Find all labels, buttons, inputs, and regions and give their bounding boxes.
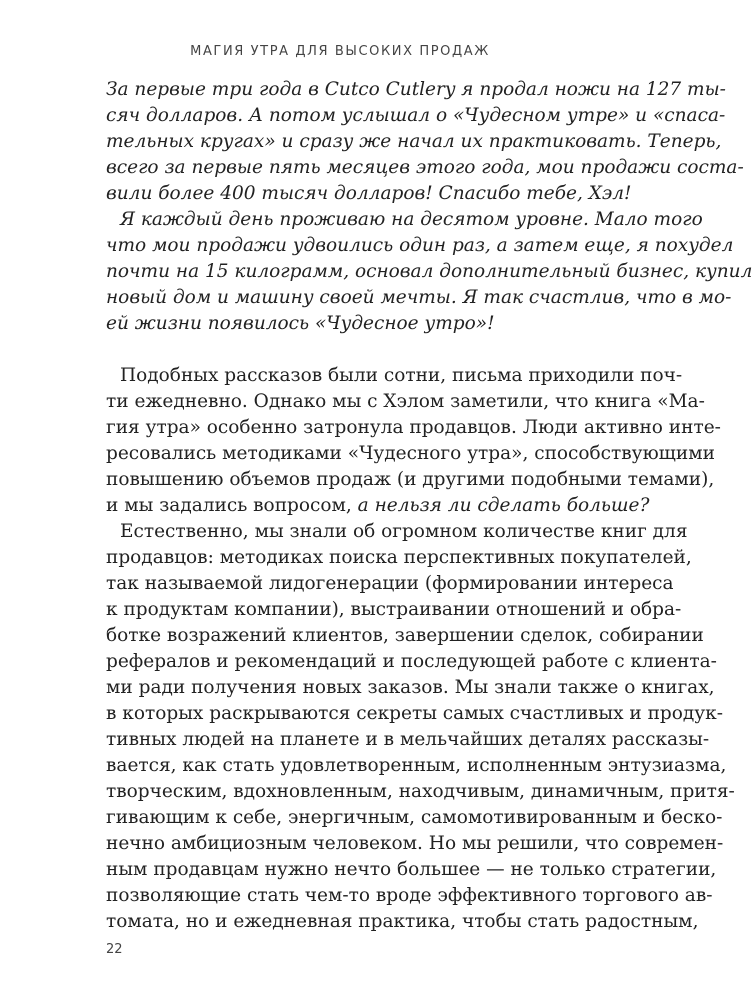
text-line: сяч долларов. А потом услышал о «Чудесном утре» и «спаса-: [106, 105, 726, 126]
text-line: За первые три года в Cutco Cutlery я продал ножи на 127 ты-: [106, 79, 726, 100]
text-line: [106, 493, 650, 519]
text-line: к продуктам компании), выстраивании отношений и обра-: [106, 599, 682, 620]
text-line: ботке возражений клиентов, завершении сделок, собирании: [106, 625, 704, 646]
text-line: повышению объемов продаж (и другими подобными темами),: [106, 469, 715, 490]
text-line: Естественно, мы знали об огромном количестве книг для: [120, 521, 688, 542]
text-line: тельных кругах» и сразу же начал их практиковать. Теперь,: [106, 131, 722, 152]
text-line: ти ежедневно. Однако мы с Хэлом заметили, что книга «Ма-: [106, 391, 705, 412]
text-line: рефералов и рекомендаций и последующей работе с клиента-: [106, 651, 717, 672]
text-line: в которых раскрываются секреты самых счастливых и продук-: [106, 703, 723, 724]
text-line: новый дом и машину своей мечты. Я так счастлив, что в мо-: [106, 287, 732, 308]
italic-phrase: а нельзя ли сделать больше?: [357, 495, 650, 516]
text-span: и мы задались вопросом,: [106, 495, 352, 516]
text-line: что мои продажи удвоились один раз, а затем еще, я похудел: [106, 235, 734, 256]
running-header: МАГИЯ УТРА ДЛЯ ВЫСОКИХ ПРОДАЖ: [190, 44, 490, 59]
text-line: так называемой лидогенерации (формировании интереса: [106, 573, 674, 594]
text-line: нечно амбициозным человеком. Но мы решили, что современ-: [106, 833, 724, 854]
text-line: тивных людей на планете и в мельчайших деталях рассказы-: [106, 729, 710, 750]
text-line: вили более 400 тысяч долларов! Спасибо тебе, Хэл!: [106, 183, 632, 204]
text-line: продавцов: методиках поиска перспективных покупателей,: [106, 547, 692, 568]
text-line: томата, но и ежедневная практика, чтобы стать радостным,: [106, 911, 699, 932]
text-line: гивающим к себе, энергичным, самомотивированным и беско-: [106, 807, 723, 828]
text-line: Подобных рассказов были сотни, письма приходили поч-: [120, 365, 683, 386]
text-line: ми ради получения новых заказов. Мы знали также о книгах,: [106, 677, 715, 698]
text-line: ресовались методиками «Чудесного утра», способствующими: [106, 443, 715, 464]
text-line: Я каждый день проживаю на десятом уровне. Мало того: [120, 209, 703, 230]
text-line: вается, как стать удовлетворенным, исполненным энтузиазма,: [106, 755, 727, 776]
page-number: 22: [106, 942, 123, 957]
text-line: почти на 15 килограмм, основал дополнительный бизнес, купил: [106, 261, 752, 282]
text-line: творческим, вдохновленным, находчивым, динамичным, притя-: [106, 781, 735, 802]
text-line: ным продавцам нужно нечто большее — не только стратегии,: [106, 859, 717, 880]
text-line: ей жизни появилось «Чудесное утро»!: [106, 313, 495, 334]
text-line: позволяющие стать чем-то вроде эффективного торгового ав-: [106, 885, 713, 906]
text-line: всего за первые пять месяцев этого года, мои продажи соста-: [106, 157, 744, 178]
text-line: гия утра» особенно затронула продавцов. Люди активно инте-: [106, 417, 721, 438]
